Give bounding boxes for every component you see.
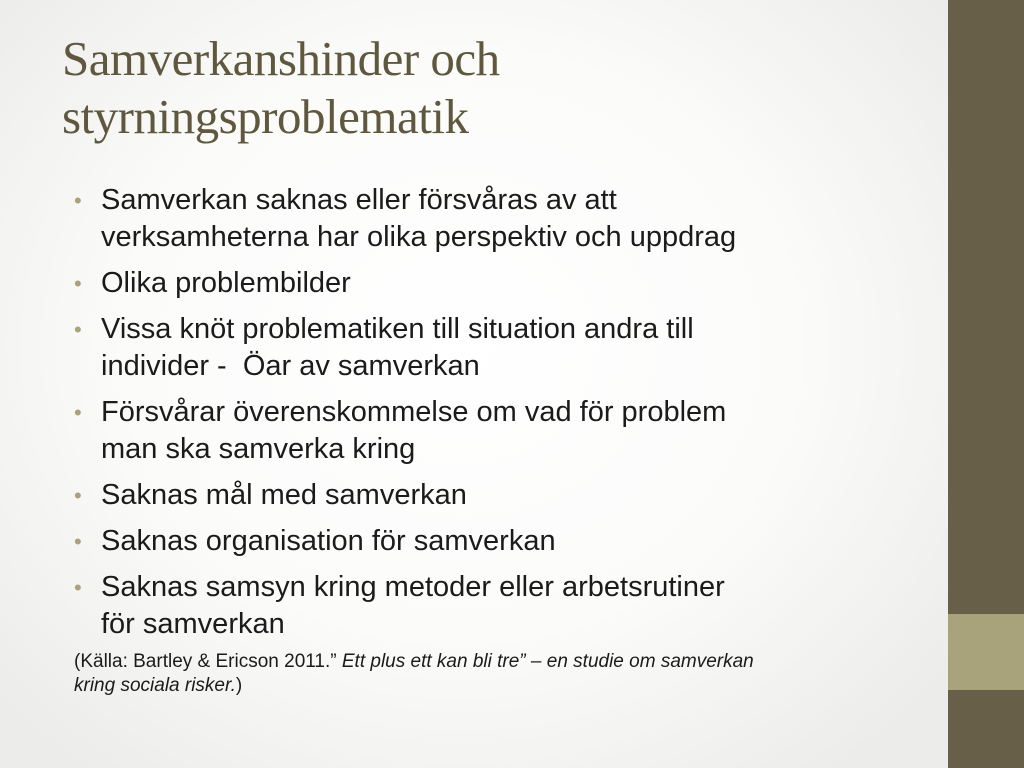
bullet-dot-icon: • (74, 483, 82, 508)
bullet-text-line-2: verksamheterna har olika perspektiv och uppdrag (101, 221, 737, 253)
bullet-dot-icon: • (74, 271, 82, 296)
bullet-list (74, 182, 914, 652)
citation-title-line-1: Ett plus ett kan bli tre” – en studie om samverkan (336, 651, 754, 672)
bullet-item-4 (74, 394, 914, 468)
bullet-text-line-1: Saknas samsyn kring metoder eller arbetsrutiner (101, 571, 725, 603)
bullet-text-line-1: Vissa knöt problematiken till situation andra till (101, 313, 694, 345)
bullet-text-line-1: Försvårar överenskommelse om vad för problem (101, 396, 727, 428)
bullet-item-3 (74, 311, 914, 385)
bullet-text-line-2: man ska samverka kring (101, 433, 416, 465)
bullet-dot-icon: • (74, 529, 82, 554)
citation-title-line-2: kring sociala risker. (74, 675, 236, 696)
bullet-text-line-1: Samverkan saknas eller försvåras av att (101, 184, 617, 216)
bullet-dot-icon: • (74, 317, 82, 342)
side-accent-block (948, 614, 1024, 690)
citation-suffix: ) (235, 675, 243, 696)
bullet-item-5 (74, 477, 914, 514)
bullet-text-line-1: Saknas mål med samverkan (101, 479, 467, 511)
bullet-text-line-2: individer - Öar av samverkan (101, 350, 480, 382)
bullet-dot-icon: • (74, 575, 82, 600)
bullet-text-line-1: Olika problembilder (101, 267, 351, 299)
citation-prefix: (Källa: Bartley & Ericson 2011.” (74, 651, 337, 672)
bullet-dot-icon: • (74, 188, 82, 213)
bullet-item-6 (74, 523, 914, 560)
title-line-1: Samverkanshinder och (62, 31, 500, 86)
bullet-item-7 (74, 569, 914, 643)
bullet-text-line-1: Saknas organisation för samverkan (101, 525, 556, 557)
source-citation (74, 650, 894, 698)
title-line-2: styrningsproblematik (62, 89, 469, 144)
slide-title (62, 30, 922, 146)
bullet-item-2 (74, 265, 914, 302)
bullet-item-1 (74, 182, 914, 256)
bullet-text-line-2: för samverkan (101, 608, 285, 640)
bullet-dot-icon: • (74, 400, 82, 425)
